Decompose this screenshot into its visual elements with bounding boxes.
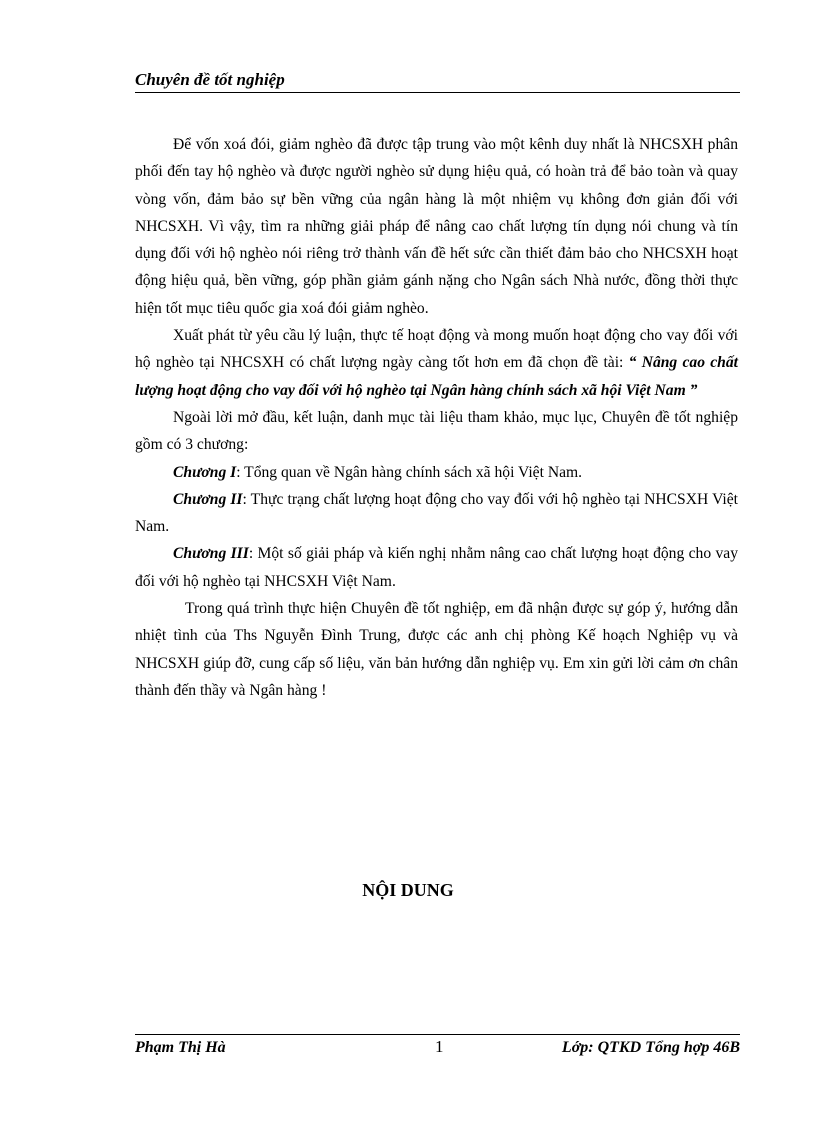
chapter-3-label: Chương III: [173, 545, 249, 563]
paragraph-acknowledgement: Trong quá trình thực hiện Chuyên đề tốt nghiệp, em đã nhận được sự góp ý, hướng dẫn nhiệt tình của Ths Nguyễn Đình Trung, được các anh chị phòng Kế hoạch Nghiệp vụ và NHCSXH giúp đỡ, cung cấp số liệu, văn bản hướng dẫn nghiệp vụ. Em xin gửi lời cảm ơn chân thành đến thầy và Ngân hàng !: [135, 600, 738, 699]
chapter-1-label: Chương I: [173, 463, 237, 481]
paragraph-topic: [135, 322, 738, 404]
chapter-2: [135, 486, 738, 541]
paragraph-structure: Ngoài lời mở đầu, kết luận, danh mục tài liệu tham khảo, mục lục, Chuyên đề tốt nghiệp gồm có 3 chương:: [135, 408, 738, 454]
topic-lead-text: Xuất phát từ yêu cầu lý luận, thực tế hoạt động và mong muốn hoạt động cho vay đối với hộ nghèo tại NHCSXH có chất lượng ngày càng tốt hơn em đã chọn đề tài:: [135, 327, 738, 372]
chapter-3: [135, 540, 738, 595]
chapter-3-text: : Một số giải pháp và kiến nghị nhằm nâng cao chất lượng hoạt động cho vay đối với hộ nghèo tại NHCSXH Việt Nam.: [135, 545, 739, 590]
document-body: [135, 131, 738, 704]
footer-author: Phạm Thị Hà: [135, 1039, 226, 1056]
chapter-2-label: Chương II: [173, 490, 243, 508]
section-title: NỘI DUNG: [362, 880, 454, 900]
topic-title: “ Nâng cao chất lượng hoạt động cho vay đối với hộ nghèo tại Ngân hàng chính sách xã hội Việt Nam ”: [135, 354, 738, 399]
paragraph-intro: Để vốn xoá đói, giảm nghèo đã được tập trung vào một kênh duy nhất là NHCSXH phân phối đến tay hộ nghèo và được người nghèo sử dụng hiệu quả, có hoàn trả để bảo toàn và quay vòng vốn, đảm bảo sự bền vững của ngân hàng là một nhiệm vụ không đơn giản đối với NHCSXH. Vì vậy, tìm ra những giải pháp để nâng cao chất lượng tín dụng nói chung và tín dụng đối với hộ nghèo nói riêng trở thành vấn đề hết sức cần thiết đảm bảo cho NHCSXH hoạt động hiệu quả, bền vững, góp phần giảm gánh nặng cho Ngân sách Nhà nước, đồng thời thực hiện tốt mục tiêu quốc gia xoá đói giảm nghèo.: [135, 136, 738, 317]
page-header: [135, 70, 740, 93]
chapter-2-text: : Thực trạng chất lượng hoạt động cho vay đối với hộ nghèo tại NHCSXH Việt Nam.: [135, 490, 738, 536]
chapter-1-text: : Tổng quan về Ngân hàng chính sách xã hội Việt Nam.: [236, 463, 583, 481]
page-footer: [135, 1034, 740, 1062]
footer-class: Lớp: QTKD Tổng hợp 46B: [561, 1039, 740, 1056]
header-title: Chuyên đề tốt nghiệp: [135, 70, 285, 89]
chapter-1: [135, 459, 738, 486]
page-number: 1: [435, 1037, 444, 1056]
